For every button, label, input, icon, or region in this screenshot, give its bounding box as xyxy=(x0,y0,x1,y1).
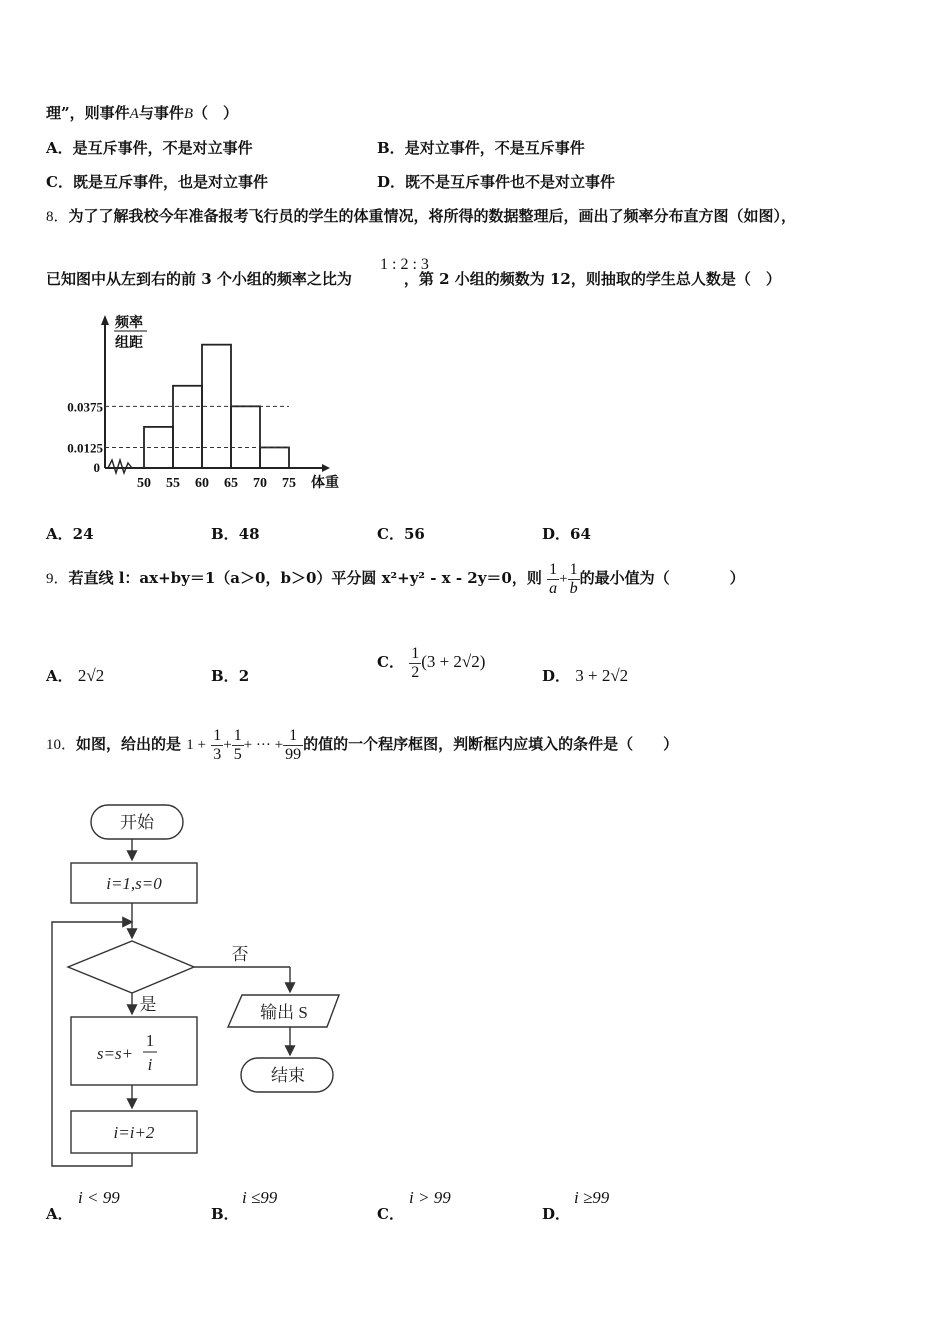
flow-decision-diamond xyxy=(68,941,194,993)
y-axis-label-top: 频率 xyxy=(115,316,143,331)
q9-option-d[interactable]: D． 3 + 2√2 xyxy=(542,666,629,685)
q8-option-b[interactable]: B．48 xyxy=(211,525,260,543)
q10-option-c[interactable]: C． xyxy=(377,1205,404,1223)
x-tick-label: 70 xyxy=(253,476,267,491)
q10-option-d-text: i ≥99 xyxy=(574,1188,610,1207)
x-axis-label: 体重 xyxy=(311,476,339,491)
flow-init-label: i=1,s=0 xyxy=(106,874,162,893)
flowchart xyxy=(44,800,344,1170)
flow-update-box xyxy=(71,1017,197,1085)
histogram-bar-55 xyxy=(173,386,202,468)
q8-ratio: 1 : 2 : 3 xyxy=(380,256,429,273)
q10-option-a[interactable]: A． xyxy=(46,1205,73,1223)
x-axis-arrow xyxy=(322,464,330,472)
q7-option-d[interactable]: D．既不是互斥事件也不是对立事件 xyxy=(377,173,616,191)
q8-option-d[interactable]: D．64 xyxy=(542,525,591,543)
flow-increment-label: i=i+2 xyxy=(113,1123,155,1142)
q9-option-b[interactable]: B．2 xyxy=(211,667,250,685)
histogram-bar-65 xyxy=(231,406,260,468)
q10-fraction-1-5: $\frac{1}{5}$ xyxy=(233,726,242,763)
axis-break xyxy=(108,460,132,473)
x-tick-label: 50 xyxy=(137,476,151,491)
q10-option-b-text: i ≤99 xyxy=(242,1188,278,1207)
flow-end-label: 结束 xyxy=(271,1066,305,1085)
q10-option-d[interactable]: D． xyxy=(542,1205,571,1223)
q9-option-c[interactable]: C． $\frac{1}{2}$ (3 + 2√2) xyxy=(377,644,486,681)
q10-stem: 10．如图，给出的是 1 + $\frac{1}{3}$ + $\frac{1}{5}$ + ··· + $\frac{1}{99}$ 的值的一个程序框图，判断框内应填入的条件是（ ） xyxy=(46,726,679,763)
y-axis-label-bottom: 组距 xyxy=(115,336,143,351)
flow-update-label: s=s+ xyxy=(96,1044,134,1063)
x-tick-label: 60 xyxy=(195,476,209,491)
x-tick-label: 75 xyxy=(282,476,296,491)
flow-start-label: 开始 xyxy=(120,813,154,832)
q10-option-c-text: i > 99 xyxy=(409,1188,451,1207)
y-tick-label: 0.0375 xyxy=(67,399,103,415)
q10-fraction-1-99: $\frac{1}{99}$ xyxy=(285,726,302,763)
flow-no-label: 否 xyxy=(231,945,249,964)
q7-option-b[interactable]: B．是对立事件，不是互斥事件 xyxy=(377,139,585,157)
flow-output-label: 输出 S xyxy=(260,1003,308,1022)
q8-stem-line1: 8．为了了解我校今年准备报考飞行员的学生的体重情况，将所得的数据整理后，画出了频率分布直方图（如图）， xyxy=(46,207,797,225)
q10-option-a-text: i < 99 xyxy=(78,1188,120,1207)
frequency-histogram xyxy=(40,305,350,505)
q10-fraction-1-3: $\frac{1}{3}$ xyxy=(213,726,222,763)
flow-update-den: i xyxy=(147,1055,153,1074)
q8-stem-line2: 已知图中从左到右的前 3 个小组的频率之比为 ，第 2 小组的频数为 12，则抽取的学生总人数是（ ） xyxy=(46,270,781,288)
flow-update-num: 1 xyxy=(145,1031,155,1050)
q9-option-a[interactable]: A． 2√2 xyxy=(46,666,105,685)
y-axis-arrow xyxy=(101,315,109,325)
q9-stem: 9．若直线 l：ax+by＝1（a＞0，b＞0）平分圆 x²+y² - x - 2y＝0，则 $\frac{1}{a}$ + $\frac{1}{b}$ 的最小值为（ ） xyxy=(46,560,745,597)
x-tick-label: 55 xyxy=(166,476,180,491)
q7-option-c[interactable]: C．既是互斥事件，也是对立事件 xyxy=(46,173,268,191)
q9-fraction-1-over-b: $\frac{1}{b}$ xyxy=(569,560,578,597)
q10-option-b[interactable]: B． xyxy=(211,1205,239,1223)
q7-option-a[interactable]: A．是互斥事件，不是对立事件 xyxy=(46,139,253,157)
origin-label: 0 xyxy=(93,460,100,475)
q9-option-c-fraction: $\frac{1}{2}$ xyxy=(411,644,420,681)
x-tick-label: 65 xyxy=(224,476,238,491)
q8-option-c[interactable]: C．56 xyxy=(377,525,425,543)
q8-option-a[interactable]: A．24 xyxy=(46,525,94,543)
flow-yes-label: 是 xyxy=(139,995,157,1014)
q9-fraction-1-over-a: $\frac{1}{a}$ xyxy=(549,560,558,597)
y-tick-label: 0.0125 xyxy=(67,440,103,456)
histogram-bar-70 xyxy=(260,447,289,468)
q7-stem: 理”，则事件A与事件B（ ） xyxy=(46,104,239,122)
